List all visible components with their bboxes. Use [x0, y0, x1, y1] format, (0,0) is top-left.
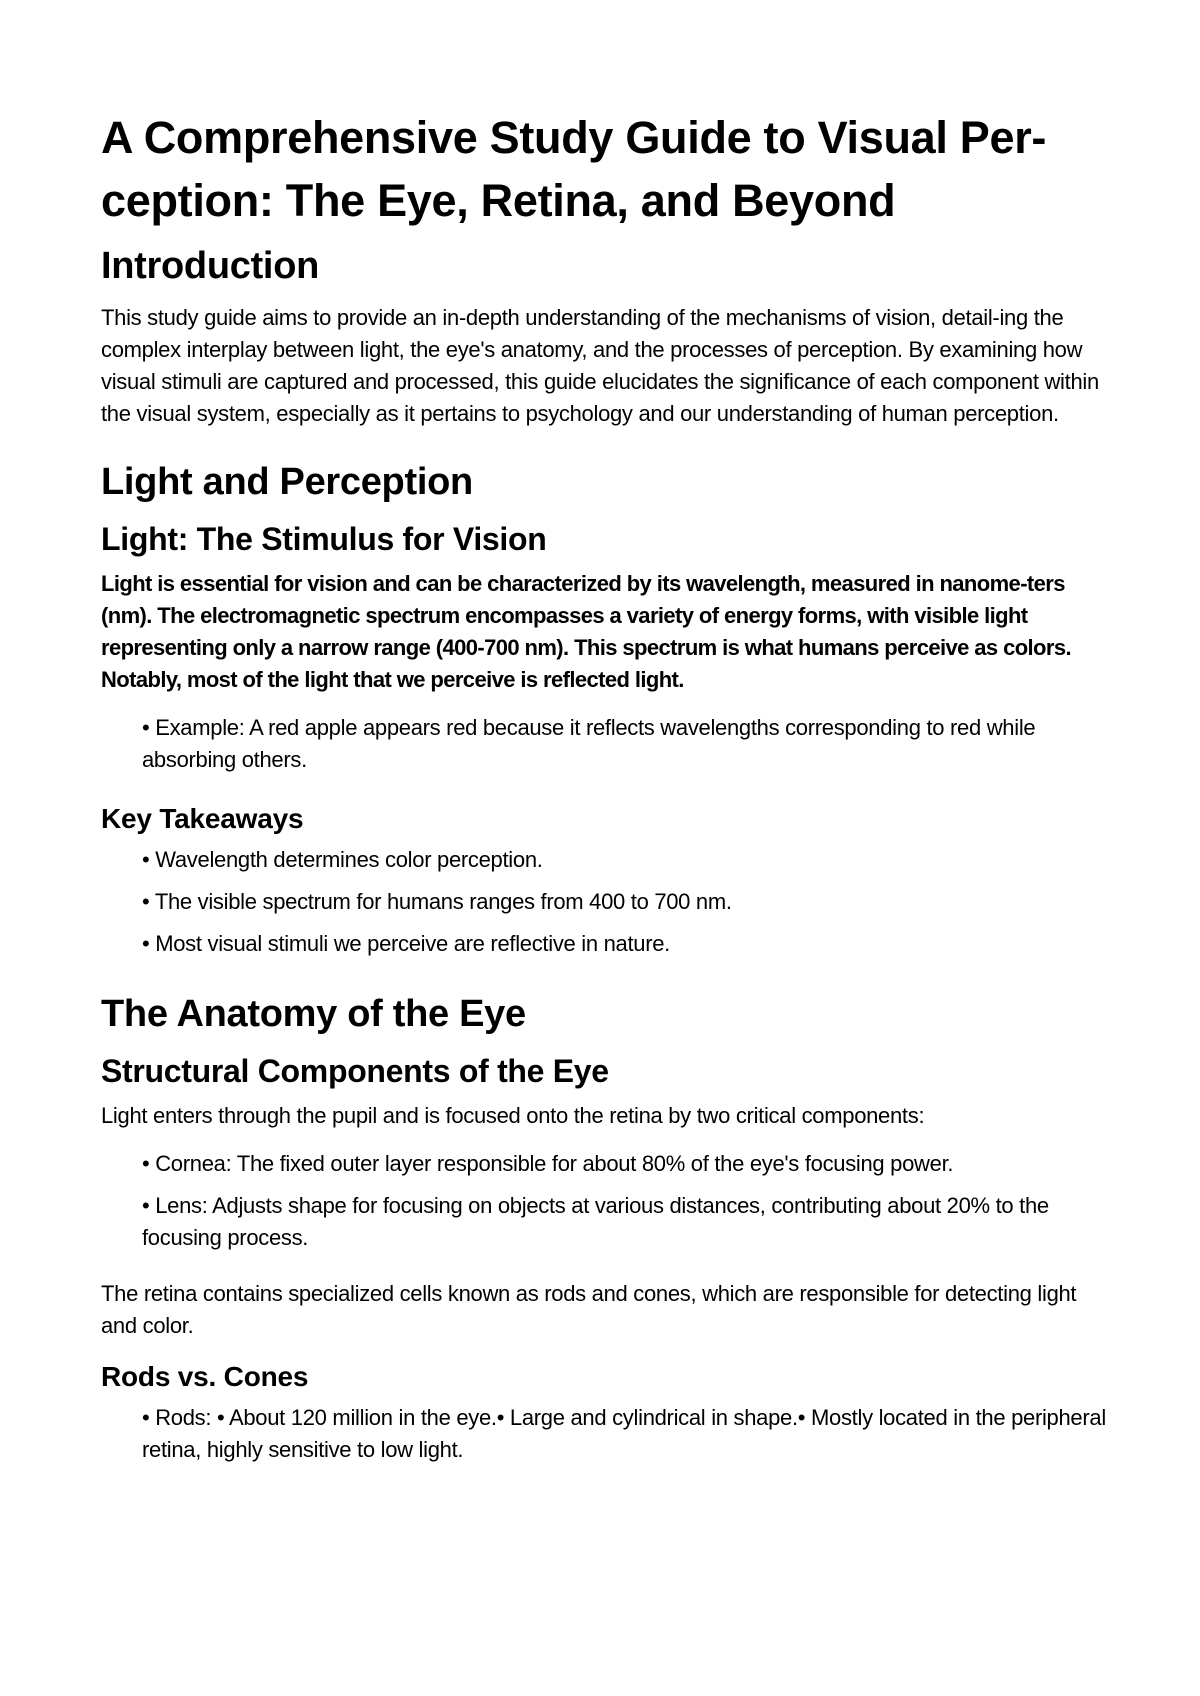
list-item: • The visible spectrum for humans ranges from 400 to 700 nm.: [142, 886, 1111, 918]
retina-paragraph: The retina contains specialized cells known as rods and cones, which are responsible for detecting light and color.: [101, 1281, 1077, 1338]
subsection-heading-rods-vs-cones: Rods vs. Cones: [101, 1361, 309, 1392]
document-title: A Comprehensive Study Guide to Visual Per-ception: The Eye, Retina, and Beyond: [101, 112, 1047, 226]
list-item: • Most visual stimuli we perceive are reflective in nature.: [142, 928, 1111, 960]
list-item: • Rods: • About 120 million in the eye.• Large and cylindrical in shape.• Mostly located in the peripheral retina, highly sensitive to low light.: [142, 1402, 1111, 1466]
document-page: [101, 106, 1111, 1482]
list-item: • Lens: Adjusts shape for focusing on objects at various distances, contributing about 20% to the focusing process.: [142, 1190, 1111, 1254]
rods-cones-list: [101, 1402, 1111, 1466]
structural-components-list: [101, 1148, 1111, 1254]
introduction-paragraph: This study guide aims to provide an in-depth understanding of the mechanisms of vision, detail-ing the complex interplay between light, the eye's anatomy, and the processes of perception. By examining how visual stimuli are captured and processed, this guide elucidates the significance of each component within the visual system, especially as it pertains to psychology and our understanding of human perception.: [101, 305, 1099, 426]
light-example-list: [101, 712, 1111, 776]
subsection-heading-key-takeaways: Key Takeaways: [101, 803, 304, 834]
structural-lead-paragraph: Light enters through the pupil and is focused onto the retina by two critical components:: [101, 1103, 925, 1128]
light-stimulus-paragraph: Light is essential for vision and can be characterized by its wavelength, measured in nanome-ters (nm). The electromagnetic spectrum encompasses a variety of energy forms, with visible light representing only a narrow range (400-700 nm). This spectrum is what humans perceive as colors. Notably, most of the light that we perceive is reflected light.: [101, 571, 1072, 692]
subsection-heading-structural-components: Structural Components of the Eye: [101, 1053, 609, 1089]
section-heading-light-and-perception: Light and Perception: [101, 461, 473, 503]
list-item: • Cornea: The fixed outer layer responsible for about 80% of the eye's focusing power.: [142, 1148, 1111, 1180]
key-takeaways-list: [101, 844, 1111, 960]
subsection-heading-light-stimulus: Light: The Stimulus for Vision: [101, 521, 547, 557]
list-item: • Wavelength determines color perception.: [142, 844, 1111, 876]
section-heading-anatomy: The Anatomy of the Eye: [101, 993, 526, 1035]
section-heading-introduction: Introduction: [101, 245, 320, 287]
list-item: • Example: A red apple appears red because it reflects wavelengths corresponding to red while absorbing others.: [142, 712, 1111, 776]
